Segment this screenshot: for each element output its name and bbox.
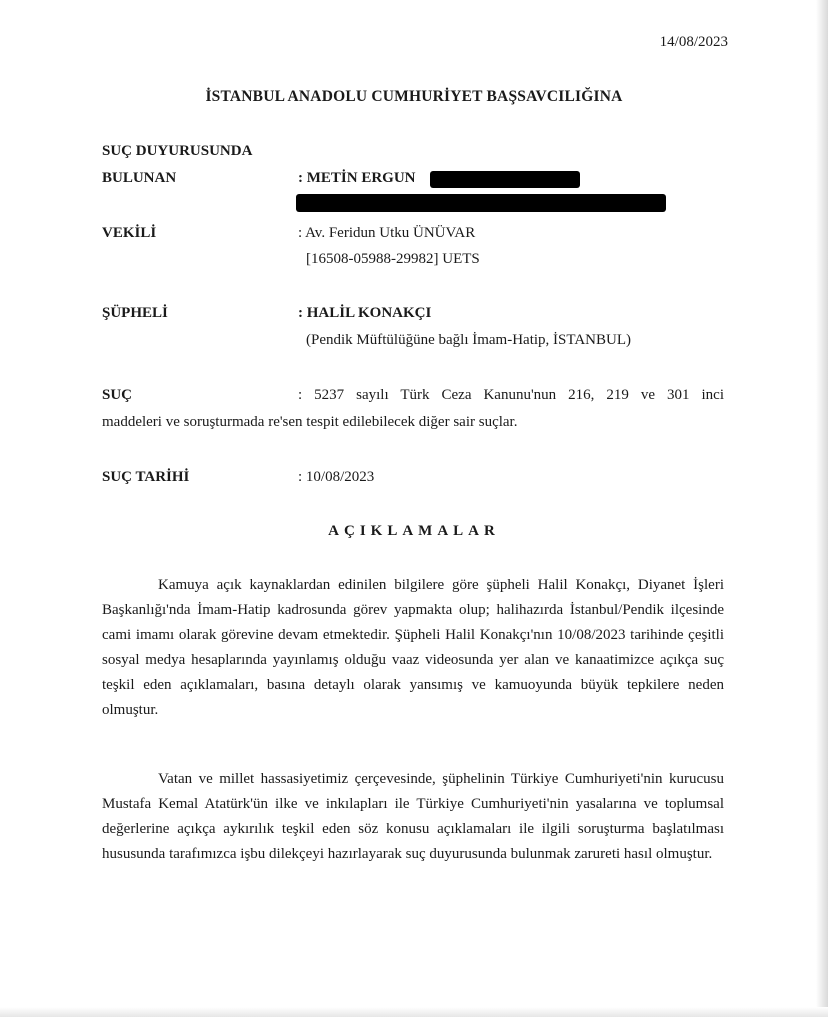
attorney-label: VEKİLİ bbox=[102, 225, 157, 241]
attorney-uets: [16508-05988-29982] UETS bbox=[306, 251, 480, 267]
crime-line1: : 5237 sayılı Türk Ceza Kanunu'nun 216, 219 ve 301 inci bbox=[298, 387, 724, 403]
redaction-bar bbox=[430, 171, 580, 188]
document-title: İSTANBUL ANADOLU CUMHURİYET BAŞSAVCILIĞINA bbox=[205, 88, 623, 105]
suspect-label: ŞÜPHELİ bbox=[102, 305, 168, 321]
section-heading: AÇIKLAMALAR bbox=[328, 523, 500, 539]
page-edge-shadow bbox=[0, 1007, 828, 1017]
crime-date-label: SUÇ TARİHİ bbox=[102, 469, 190, 485]
crime-line2: maddeleri ve soruşturmada re'sen tespit edilebilecek diğer sair suçlar. bbox=[102, 414, 518, 430]
body-paragraph-1: Kamuya açık kaynaklardan edinilen bilgilere göre şüpheli Halil Konakçı, Diyanet İşleri Başkanlığı'nda İmam-Hatip kadrosunda görev yapmakta olup; halihazırda İstanbul/Pendik ilçesinde cami imamı olarak görevine devam etmektedir. Şüpheli Halil Konakçı'nın 10/08/2023 tarihinde çeşitli sosyal medya hesaplarında yayınlamış olduğu vaaz videosunda yer alan ve kanaatimizce açıkça suç teşkil eden açıklamaları, basına detaylı olarak yansımış ve kamuoyunda büyük tepkilere neden olmuştur. bbox=[102, 577, 724, 718]
complainant-name: : METİN ERGUN bbox=[298, 170, 416, 186]
complainant-label-line1: SUÇ DUYURUSUNDA bbox=[102, 143, 253, 159]
document-date: 14/08/2023 bbox=[659, 34, 728, 50]
page-edge-shadow bbox=[816, 0, 828, 1017]
suspect-name: : HALİL KONAKÇI bbox=[298, 305, 432, 321]
crime-label: SUÇ bbox=[102, 387, 133, 403]
body-paragraph-2: Vatan ve millet hassasiyetimiz çerçevesinde, şüphelinin Türkiye Cumhuriyeti'nin kurucusu Mustafa Kemal Atatürk'ün ilke ve inkılapları ile Türkiye Cumhuriyeti'nin yasalarına ve toplumsal değerlerine açıkça aykırılık teşkil eden söz konusu açıklamaları ile ilgili soruşturma başlatılması hususunda tarafımızca işbu dilekçeyi hazırlayarak suç duyurusunda bulunmak zarureti hasıl olmuştur. bbox=[102, 771, 724, 862]
redaction-bar bbox=[296, 194, 666, 212]
crime-date-value: : 10/08/2023 bbox=[298, 469, 375, 485]
complainant-label-line2: BULUNAN bbox=[102, 170, 177, 186]
suspect-detail: (Pendik Müftülüğüne bağlı İmam-Hatip, İSTANBUL) bbox=[306, 332, 631, 348]
attorney-name: : Av. Feridun Utku ÜNÜVAR bbox=[298, 225, 476, 241]
